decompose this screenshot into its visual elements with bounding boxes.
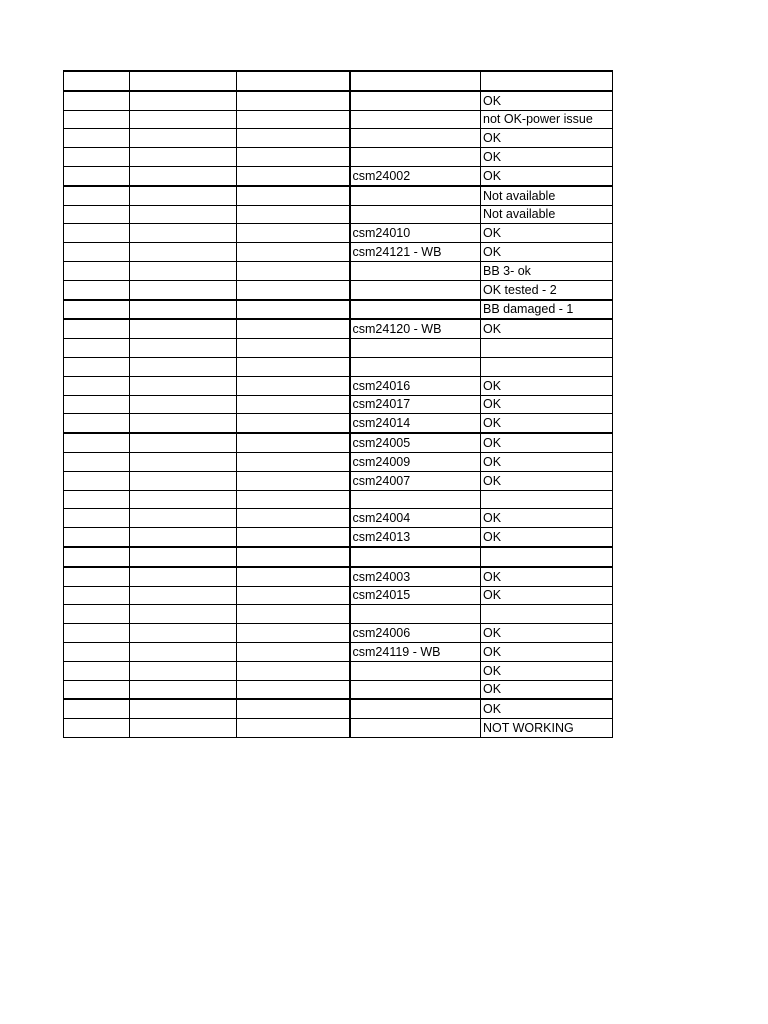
- status-cell[interactable]: OK: [481, 680, 613, 699]
- table-row: [64, 490, 613, 509]
- status-cell[interactable]: OK: [481, 148, 613, 167]
- empty-cell[interactable]: [130, 605, 237, 624]
- device-id-cell[interactable]: [350, 186, 481, 205]
- status-cell[interactable]: OK: [481, 586, 613, 605]
- empty-cell[interactable]: [64, 433, 130, 452]
- device-id-cell[interactable]: [350, 71, 481, 91]
- device-id-cell[interactable]: [350, 300, 481, 320]
- empty-cell[interactable]: [237, 547, 350, 567]
- table-row: [64, 433, 613, 452]
- table-row: [64, 300, 613, 320]
- empty-cell[interactable]: [237, 586, 350, 605]
- empty-cell[interactable]: [237, 129, 350, 148]
- status-cell[interactable]: [481, 547, 613, 567]
- empty-cell[interactable]: [64, 624, 130, 643]
- empty-cell[interactable]: [237, 395, 350, 414]
- table-row: [64, 148, 613, 167]
- empty-cell[interactable]: [237, 376, 350, 395]
- status-cell[interactable]: [481, 339, 613, 358]
- table-row: [64, 661, 613, 680]
- table-row: [64, 376, 613, 395]
- empty-cell[interactable]: [64, 605, 130, 624]
- empty-cell[interactable]: [64, 661, 130, 680]
- empty-cell[interactable]: [237, 71, 350, 91]
- empty-cell[interactable]: [64, 357, 130, 376]
- empty-cell[interactable]: [64, 490, 130, 509]
- empty-cell[interactable]: [130, 642, 237, 661]
- status-cell[interactable]: [481, 605, 613, 624]
- device-id-cell[interactable]: csm24009: [350, 452, 481, 471]
- status-cell[interactable]: Not available: [481, 186, 613, 205]
- device-id-cell[interactable]: csm24013: [350, 528, 481, 547]
- device-id-cell[interactable]: [350, 129, 481, 148]
- device-id-cell[interactable]: csm24002: [350, 166, 481, 185]
- table-row: [64, 642, 613, 661]
- status-cell[interactable]: OK: [481, 699, 613, 718]
- device-id-cell[interactable]: [350, 605, 481, 624]
- status-cell[interactable]: BB damaged - 1: [481, 300, 613, 320]
- empty-cell[interactable]: [64, 547, 130, 567]
- device-id-cell[interactable]: csm24004: [350, 509, 481, 528]
- empty-cell[interactable]: [64, 205, 130, 224]
- status-cell[interactable]: OK: [481, 376, 613, 395]
- status-cell[interactable]: OK: [481, 567, 613, 586]
- device-id-cell[interactable]: [350, 661, 481, 680]
- device-id-cell[interactable]: csm24014: [350, 414, 481, 433]
- table-row: [64, 509, 613, 528]
- device-id-cell[interactable]: [350, 110, 481, 129]
- empty-cell[interactable]: [237, 261, 350, 280]
- status-cell[interactable]: OK: [481, 528, 613, 547]
- empty-cell[interactable]: [130, 414, 237, 433]
- empty-cell[interactable]: [130, 166, 237, 185]
- empty-cell[interactable]: [130, 357, 237, 376]
- status-cell[interactable]: OK: [481, 319, 613, 338]
- device-id-cell[interactable]: csm24119 - WB: [350, 642, 481, 661]
- empty-cell[interactable]: [237, 339, 350, 358]
- table-row: [64, 699, 613, 718]
- empty-cell[interactable]: [130, 547, 237, 567]
- empty-cell[interactable]: [237, 642, 350, 661]
- empty-cell[interactable]: [64, 300, 130, 320]
- status-cell[interactable]: not OK-power issue: [481, 110, 613, 129]
- empty-cell[interactable]: [237, 243, 350, 262]
- empty-cell[interactable]: [130, 261, 237, 280]
- device-id-cell[interactable]: [350, 205, 481, 224]
- empty-cell[interactable]: [130, 148, 237, 167]
- device-id-cell[interactable]: [350, 699, 481, 718]
- empty-cell[interactable]: [237, 414, 350, 433]
- status-cell[interactable]: OK: [481, 395, 613, 414]
- empty-cell[interactable]: [64, 280, 130, 299]
- status-cell[interactable]: Not available: [481, 205, 613, 224]
- device-id-cell[interactable]: csm24015: [350, 586, 481, 605]
- empty-cell[interactable]: [237, 699, 350, 718]
- status-cell[interactable]: [481, 357, 613, 376]
- empty-cell[interactable]: [130, 586, 237, 605]
- empty-cell[interactable]: [130, 699, 237, 718]
- device-id-cell[interactable]: csm24005: [350, 433, 481, 452]
- empty-cell[interactable]: [130, 110, 237, 129]
- empty-cell[interactable]: [64, 110, 130, 129]
- status-cell[interactable]: [481, 490, 613, 509]
- empty-cell[interactable]: [130, 224, 237, 243]
- empty-cell[interactable]: [130, 205, 237, 224]
- empty-cell[interactable]: [237, 357, 350, 376]
- table-row: [64, 586, 613, 605]
- device-id-cell[interactable]: [350, 261, 481, 280]
- empty-cell[interactable]: [130, 339, 237, 358]
- table-row: [64, 452, 613, 471]
- empty-cell[interactable]: [130, 300, 237, 320]
- table-row: [64, 243, 613, 262]
- device-id-cell[interactable]: csm24003: [350, 567, 481, 586]
- empty-cell[interactable]: [237, 148, 350, 167]
- device-id-cell[interactable]: csm24121 - WB: [350, 243, 481, 262]
- table-row: [64, 186, 613, 205]
- empty-cell[interactable]: [130, 395, 237, 414]
- device-id-cell[interactable]: [350, 547, 481, 567]
- empty-cell[interactable]: [64, 699, 130, 718]
- empty-cell[interactable]: [130, 71, 237, 91]
- status-cell[interactable]: OK: [481, 624, 613, 643]
- empty-cell[interactable]: [64, 528, 130, 547]
- table-row: [64, 91, 613, 110]
- device-id-cell[interactable]: csm24017: [350, 395, 481, 414]
- status-cell[interactable]: BB 3- ok: [481, 261, 613, 280]
- empty-cell[interactable]: [237, 433, 350, 452]
- empty-cell[interactable]: [64, 509, 130, 528]
- empty-cell[interactable]: [64, 319, 130, 338]
- empty-cell[interactable]: [237, 224, 350, 243]
- empty-cell[interactable]: [237, 680, 350, 699]
- empty-cell[interactable]: [130, 509, 237, 528]
- device-id-cell[interactable]: [350, 339, 481, 358]
- empty-cell[interactable]: [130, 624, 237, 643]
- empty-cell[interactable]: [64, 261, 130, 280]
- empty-cell[interactable]: [130, 471, 237, 490]
- empty-cell[interactable]: [130, 376, 237, 395]
- empty-cell[interactable]: [130, 433, 237, 452]
- empty-cell[interactable]: [64, 71, 130, 91]
- empty-cell[interactable]: [237, 605, 350, 624]
- empty-cell[interactable]: [237, 528, 350, 547]
- empty-cell[interactable]: [64, 186, 130, 205]
- device-id-cell[interactable]: csm24006: [350, 624, 481, 643]
- empty-cell[interactable]: [130, 91, 237, 110]
- empty-cell[interactable]: [130, 661, 237, 680]
- table-row: [64, 605, 613, 624]
- device-id-cell[interactable]: [350, 719, 481, 738]
- table-row: [64, 205, 613, 224]
- empty-cell[interactable]: [237, 509, 350, 528]
- empty-cell[interactable]: [130, 490, 237, 509]
- empty-cell[interactable]: [130, 452, 237, 471]
- empty-cell[interactable]: [130, 243, 237, 262]
- table-row: [64, 471, 613, 490]
- empty-cell[interactable]: [237, 719, 350, 738]
- device-id-cell[interactable]: csm24016: [350, 376, 481, 395]
- table-row: [64, 280, 613, 299]
- status-cell[interactable]: [481, 71, 613, 91]
- status-cell[interactable]: OK: [481, 166, 613, 185]
- table-body: [64, 71, 613, 737]
- status-cell[interactable]: OK: [481, 642, 613, 661]
- empty-cell[interactable]: [237, 452, 350, 471]
- empty-cell[interactable]: [64, 452, 130, 471]
- empty-cell[interactable]: [64, 719, 130, 738]
- empty-cell[interactable]: [237, 205, 350, 224]
- empty-cell[interactable]: [237, 166, 350, 185]
- empty-cell[interactable]: [130, 129, 237, 148]
- device-id-cell[interactable]: [350, 91, 481, 110]
- empty-cell[interactable]: [64, 339, 130, 358]
- table-row: [64, 110, 613, 129]
- empty-cell[interactable]: [130, 567, 237, 586]
- table-row: [64, 624, 613, 643]
- empty-cell[interactable]: [64, 148, 130, 167]
- device-id-cell[interactable]: [350, 357, 481, 376]
- empty-cell[interactable]: [130, 186, 237, 205]
- empty-cell[interactable]: [237, 490, 350, 509]
- empty-cell[interactable]: [130, 680, 237, 699]
- table-row: [64, 224, 613, 243]
- empty-cell[interactable]: [64, 129, 130, 148]
- table-row: [64, 719, 613, 738]
- empty-cell[interactable]: [130, 319, 237, 338]
- empty-cell[interactable]: [237, 91, 350, 110]
- table-row: [64, 339, 613, 358]
- empty-cell[interactable]: [237, 471, 350, 490]
- table-row: [64, 166, 613, 185]
- status-cell[interactable]: OK: [481, 224, 613, 243]
- empty-cell[interactable]: [130, 528, 237, 547]
- status-cell[interactable]: OK: [481, 91, 613, 110]
- empty-cell[interactable]: [64, 224, 130, 243]
- empty-cell[interactable]: [130, 280, 237, 299]
- status-cell[interactable]: NOT WORKING: [481, 719, 613, 738]
- status-cell[interactable]: OK: [481, 471, 613, 490]
- header-row: [64, 71, 613, 91]
- empty-cell[interactable]: [237, 567, 350, 586]
- status-cell[interactable]: OK: [481, 452, 613, 471]
- status-cell[interactable]: OK: [481, 509, 613, 528]
- device-id-cell[interactable]: csm24120 - WB: [350, 319, 481, 338]
- device-id-cell[interactable]: csm24010: [350, 224, 481, 243]
- table-row: [64, 395, 613, 414]
- device-id-cell[interactable]: [350, 148, 481, 167]
- empty-cell[interactable]: [237, 186, 350, 205]
- empty-cell[interactable]: [64, 376, 130, 395]
- empty-cell[interactable]: [237, 280, 350, 299]
- empty-cell[interactable]: [64, 414, 130, 433]
- empty-cell[interactable]: [130, 719, 237, 738]
- status-cell[interactable]: OK tested - 2: [481, 280, 613, 299]
- status-cell[interactable]: OK: [481, 433, 613, 452]
- empty-cell[interactable]: [64, 243, 130, 262]
- table-row: [64, 528, 613, 547]
- status-cell[interactable]: OK: [481, 129, 613, 148]
- table-row: [64, 680, 613, 699]
- table-row: [64, 261, 613, 280]
- empty-cell[interactable]: [237, 110, 350, 129]
- empty-cell[interactable]: [64, 586, 130, 605]
- status-cell[interactable]: OK: [481, 243, 613, 262]
- empty-cell[interactable]: [64, 680, 130, 699]
- data-table: [63, 70, 613, 738]
- status-cell[interactable]: OK: [481, 661, 613, 680]
- table-row: [64, 567, 613, 586]
- empty-cell[interactable]: [64, 395, 130, 414]
- table-row: [64, 357, 613, 376]
- device-id-cell[interactable]: [350, 280, 481, 299]
- empty-cell[interactable]: [64, 471, 130, 490]
- empty-cell[interactable]: [237, 624, 350, 643]
- device-id-cell[interactable]: csm24007: [350, 471, 481, 490]
- table-row: [64, 319, 613, 338]
- table-row: [64, 129, 613, 148]
- empty-cell[interactable]: [237, 319, 350, 338]
- empty-cell[interactable]: [237, 661, 350, 680]
- empty-cell[interactable]: [64, 91, 130, 110]
- empty-cell[interactable]: [237, 300, 350, 320]
- spreadsheet: [63, 70, 612, 738]
- empty-cell[interactable]: [64, 642, 130, 661]
- status-cell[interactable]: OK: [481, 414, 613, 433]
- device-id-cell[interactable]: [350, 680, 481, 699]
- table-row: [64, 547, 613, 567]
- table-row: [64, 414, 613, 433]
- device-id-cell[interactable]: [350, 490, 481, 509]
- empty-cell[interactable]: [64, 166, 130, 185]
- empty-cell[interactable]: [64, 567, 130, 586]
